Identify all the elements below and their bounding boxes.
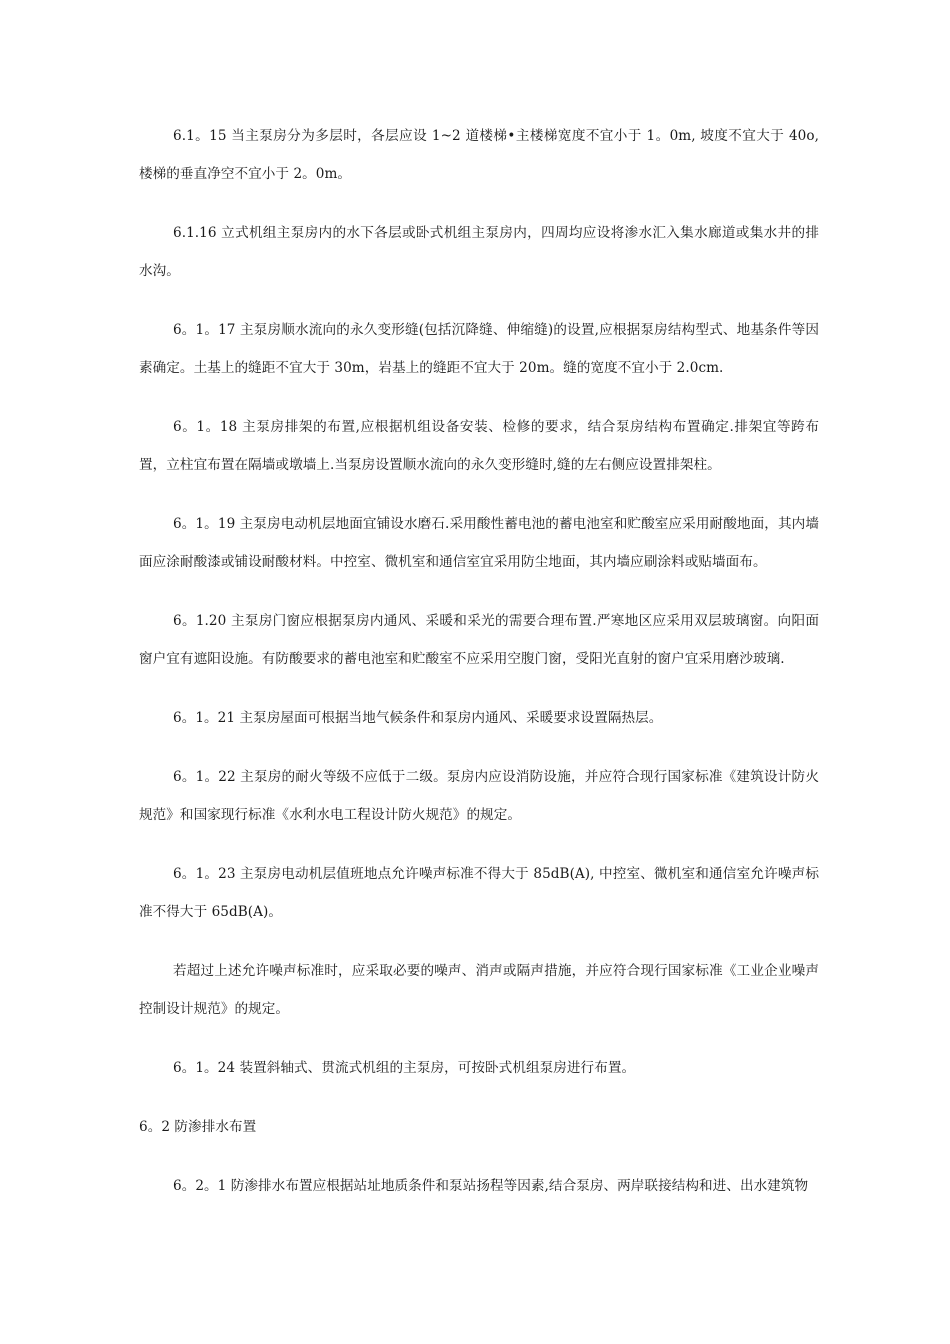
clause-6-2-1: 6。2。1 防渗排水布置应根据站址地质条件和泵站扬程等因素,结合泵房、两岸联接结构和进、出水建筑物 bbox=[173, 1178, 809, 1194]
clause-6-1-19: 6。1。19 主泵房电动机层地面宜铺设水磨石.采用酸性蓄电池的蓄电池室和贮酸室应采用耐酸地面，其内墙面应涂耐酸漆或铺设耐酸材料。中控室、微机室和通信室宜采用防尘地面，其内墙应刷涂料或贴墙面布。 bbox=[139, 516, 819, 570]
noise-note: 若超过上述允许噪声标准时，应采取必要的噪声、消声或隔声措施，并应符合现行国家标准《工业企业噪声控制设计规范》的规定。 bbox=[139, 963, 819, 1017]
clause-6-1-21: 6。1。21 主泵房屋面可根据当地气候条件和泵房内通风、采暖要求设置隔热层。 bbox=[173, 710, 663, 726]
clause-6-1-18: 6。1。18 主泵房排架的布置,应根据机组设备安装、检修的要求，结合泵房结构布置确定.排架宜等跨布置，立柱宜布置在隔墙或墩墙上.当泵房设置顺水流向的永久变形缝时,缝的左右侧应设置排架柱。 bbox=[139, 419, 819, 473]
clause-6-1-20: 6。1.20 主泵房门窗应根据泵房内通风、采暖和采光的需要合理布置.严寒地区应采用双层玻璃窗。向阳面窗户宜有遮阳设施。有防酸要求的蓄电池室和贮酸室不应采用空腹门窗，受阳光直射的窗户宜采用磨沙玻璃. bbox=[139, 613, 819, 667]
clause-6-1-17: 6。1。17 主泵房顺水流向的永久变形缝(包括沉降缝、伸缩缝)的设置,应根据泵房结构型式、地基条件等因素确定。土基上的缝距不宜大于 30m，岩基上的缝距不宜大于 20m。缝的宽度不宜小于 2.0cm. bbox=[139, 322, 819, 376]
section-heading-6-2: 6。2 防渗排水布置 bbox=[139, 1119, 257, 1135]
clause-6-1-23: 6。1。23 主泵房电动机层值班地点允许噪声标准不得大于 85dB(A), 中控室、微机室和通信室允许噪声标准不得大于 65dB(A)。 bbox=[139, 866, 819, 920]
clause-6-1-24: 6。1。24 装置斜轴式、贯流式机组的主泵房，可按卧式机组泵房进行布置。 bbox=[173, 1060, 636, 1076]
clause-6-1-16: 6.1.16 立式机组主泵房内的水下各层或卧式机组主泵房内，四周均应设将渗水汇入集水廊道或集水井的排水沟。 bbox=[139, 225, 819, 279]
clause-6-1-15: 6.1。15 当主泵房分为多层时，各层应设 1~2 道楼梯•主楼梯宽度不宜小于 1。0m, 坡度不宜大于 40o, 楼梯的垂直净空不宜小于 2。0m。 bbox=[139, 128, 819, 182]
clause-6-1-22: 6。1。22 主泵房的耐火等级不应低于二级。泵房内应设消防设施，并应符合现行国家标准《建筑设计防火规范》和国家现行标准《水利水电工程设计防火规范》的规定。 bbox=[139, 769, 819, 823]
document-body bbox=[139, 117, 819, 1226]
